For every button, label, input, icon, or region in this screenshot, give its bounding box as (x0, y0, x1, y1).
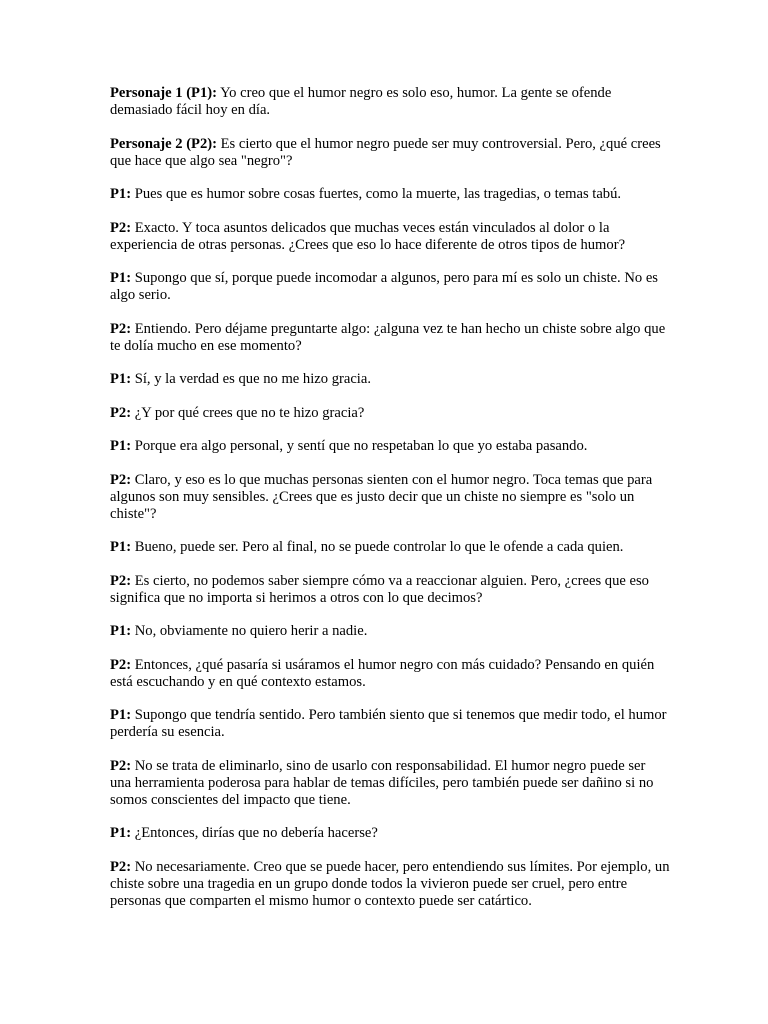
dialogue-text: No necesariamente. Creo que se puede hacer, pero entendiendo sus límites. Por ejemplo, un chiste sobre una tragedia en un grupo donde todos la vivieron puede ser cruel, pero entre personas que comparten el mismo humor o contexto puede ser catártico. (110, 858, 670, 909)
dialogue-paragraph (110, 707, 670, 741)
dialogue-text: Es cierto, no podemos saber siempre cómo va a reaccionar alguien. Pero, ¿crees que eso significa que no importa si herimos a otros con lo que decimos? (110, 572, 649, 606)
dialogue-paragraph (110, 539, 670, 556)
speaker-label: P1: (110, 186, 132, 202)
speaker-label: P2: (110, 858, 132, 875)
document-page (110, 85, 670, 926)
speaker-label: P2: (110, 757, 132, 774)
speaker-label: P2: (110, 404, 132, 421)
speaker-label: Personaje 2 (P2): (110, 135, 217, 152)
speaker-label: P1: (110, 825, 132, 841)
dialogue-text: Supongo que tendría sentido. Pero también siento que si tenemos que medir todo, el humor perdería su esencia. (110, 707, 667, 740)
dialogue-paragraph (110, 472, 670, 523)
speaker-label: P1: (110, 371, 132, 387)
dialogue-text: Supongo que sí, porque puede incomodar a algunos, pero para mí es solo un chiste. No es algo serio. (110, 270, 658, 303)
dialogue-text: Exacto. Y toca asuntos delicados que muchas veces están vinculados al dolor o la experiencia de otras personas. ¿Crees que eso lo hace diferente de otros tipos de humor? (110, 219, 626, 253)
speaker-label: Personaje 1 (P1): (110, 85, 217, 101)
dialogue-text: Es cierto que el humor negro puede ser muy controversial. Pero, ¿qué crees que hace que algo sea "negro"? (110, 135, 661, 169)
speaker-label: P1: (110, 707, 132, 723)
dialogue-paragraph (110, 220, 670, 254)
speaker-label: P2: (110, 219, 132, 236)
dialogue-text: No se trata de eliminarlo, sino de usarlo con responsabilidad. El humor negro puede ser una herramienta poderosa para hablar de temas difíciles, pero también puede ser dañino si no somos conscientes del impacto que tiene. (110, 757, 654, 808)
dialogue-text: Porque era algo personal, y sentí que no respetaban lo que yo estaba pasando. (134, 438, 588, 454)
dialogue-paragraph (110, 657, 670, 691)
dialogue-paragraph (110, 186, 670, 203)
speaker-label: P2: (110, 471, 132, 488)
dialogue-paragraph (110, 438, 670, 455)
dialogue-paragraph (110, 573, 670, 607)
dialogue-text: ¿Y por qué crees que no te hizo gracia? (134, 404, 365, 421)
speaker-label: P1: (110, 539, 132, 555)
dialogue-paragraph (110, 405, 670, 422)
dialogue-paragraph (110, 758, 670, 809)
dialogue-text: Entiendo. Pero déjame preguntarte algo: ¿alguna vez te han hecho un chiste sobre algo que te dolía mucho en ese momento? (110, 320, 666, 354)
dialogue-paragraph (110, 825, 670, 842)
speaker-label: P2: (110, 656, 132, 673)
dialogue-paragraph (110, 136, 670, 170)
speaker-label: P1: (110, 623, 132, 639)
dialogue-text: Entonces, ¿qué pasaría si usáramos el humor negro con más cuidado? Pensando en quién está escuchando y en qué contexto estamos. (110, 656, 655, 690)
speaker-label: P1: (110, 438, 132, 454)
dialogue-paragraph (110, 321, 670, 355)
dialogue-paragraph (110, 371, 670, 388)
dialogue-text: Pues que es humor sobre cosas fuertes, como la muerte, las tragedias, o temas tabú. (134, 186, 622, 202)
dialogue-paragraph (110, 270, 670, 304)
dialogue-text: Sí, y la verdad es que no me hizo gracia. (134, 371, 371, 387)
dialogue-paragraph (110, 623, 670, 640)
speaker-label: P2: (110, 572, 132, 589)
speaker-label: P2: (110, 320, 132, 337)
dialogue-text: Bueno, puede ser. Pero al final, no se puede controlar lo que le ofende a cada quien. (134, 539, 624, 555)
dialogue-text: Claro, y eso es lo que muchas personas sienten con el humor negro. Toca temas que para algunos son muy sensibles. ¿Crees que es justo decir que un chiste no siempre es "solo un chiste"? (110, 471, 653, 522)
dialogue-text: Yo creo que el humor negro es solo eso, humor. La gente se ofende demasiado fácil hoy en día. (110, 85, 612, 118)
dialogue-text: ¿Entonces, dirías que no debería hacerse? (134, 825, 378, 841)
dialogue-paragraph (110, 85, 670, 119)
dialogue-paragraph (110, 859, 670, 910)
dialogue-text: No, obviamente no quiero herir a nadie. (134, 623, 368, 639)
speaker-label: P1: (110, 270, 132, 286)
